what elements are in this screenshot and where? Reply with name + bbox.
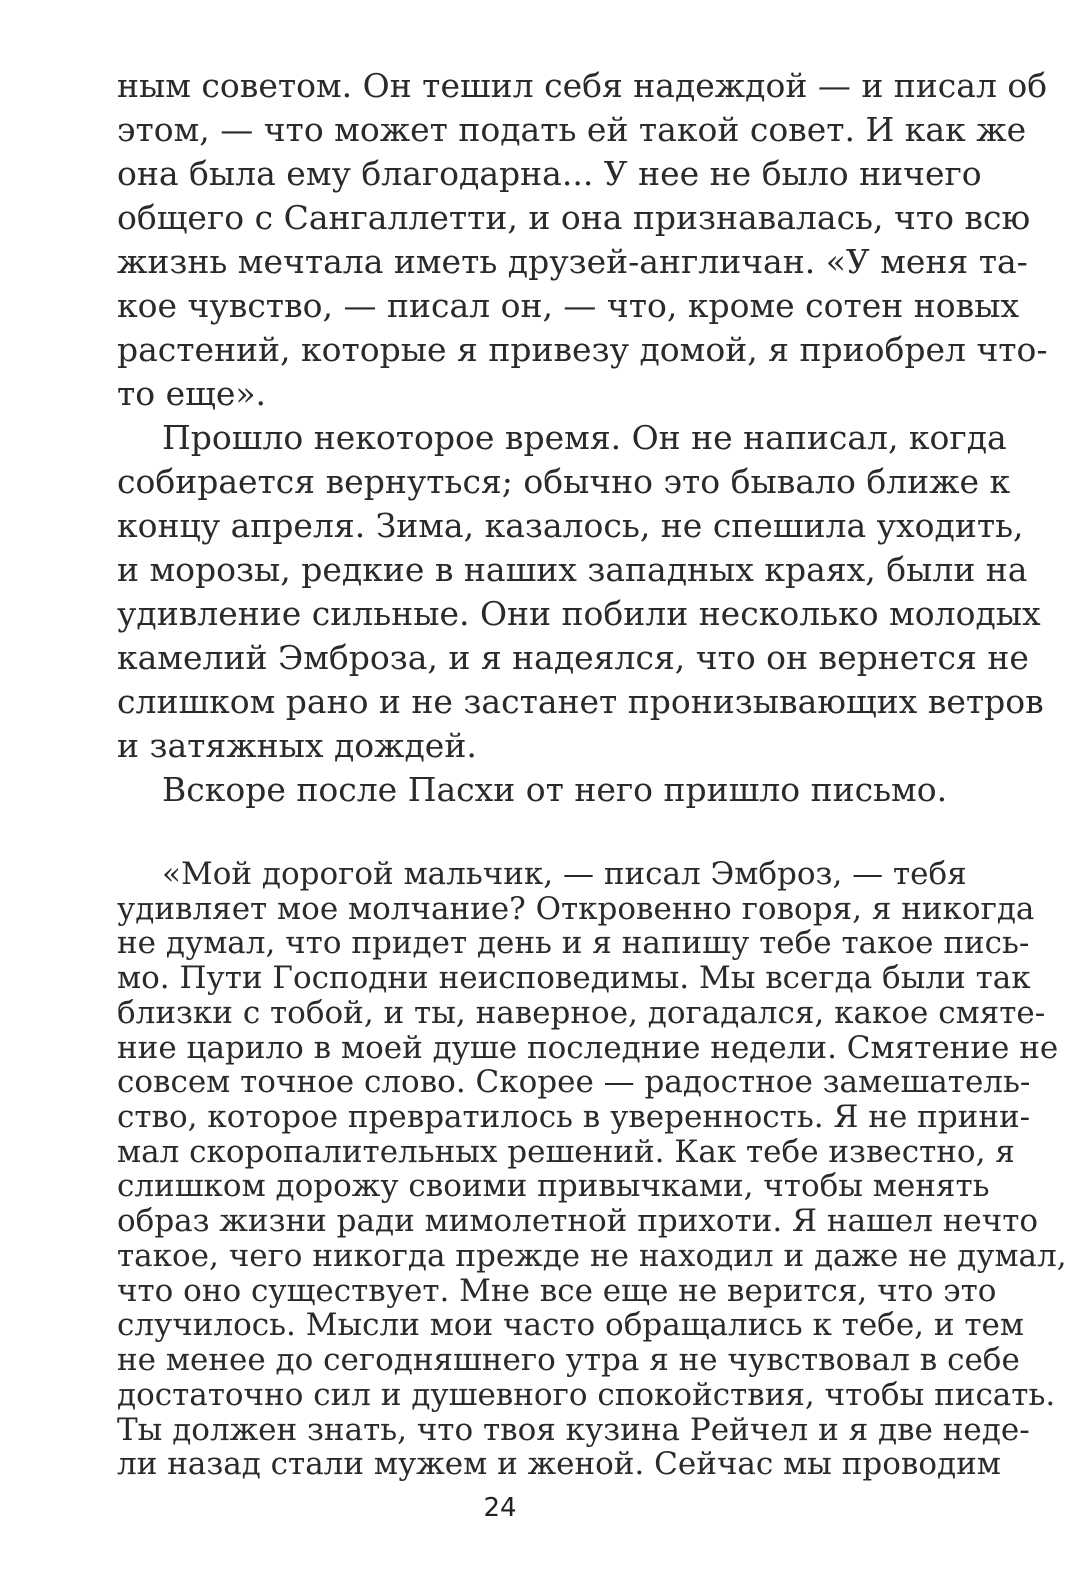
text-line: слишком рано и не застанет пронизывающих ветров: [117, 682, 1044, 721]
text-line: ние царило в моей душе последние недели. Смятение не: [117, 1030, 1059, 1066]
text-line: ным советом. Он тешил себя надеждой — и писал об: [117, 66, 1048, 105]
text-line: Ты должен знать, что твоя кузина Рейчел и я две неде-: [117, 1412, 1030, 1448]
text-line: и морозы, редкие в наших западных краях, были на: [117, 550, 1028, 589]
text-line: и затяжных дождей.: [117, 726, 477, 765]
text-line: достаточно сил и душевного спокойствия, чтобы писать.: [117, 1377, 1056, 1413]
text-line: растений, которые я привезу домой, я приобрел что-: [117, 330, 1048, 369]
text-line: концу апреля. Зима, казалось, не спешила уходить,: [117, 506, 1024, 545]
text-line: слишком дорожу своими привычками, чтобы менять: [117, 1168, 990, 1204]
page-number: 24: [483, 1493, 517, 1523]
text-line: не менее до сегодняшнего утра я не чувствовал в себе: [117, 1342, 1020, 1378]
text-line: такое, чего никогда прежде не находил и даже не думал,: [117, 1238, 1067, 1274]
text-line: этом, — что может подать ей такой совет. И как же: [117, 110, 1027, 149]
text-line: удивляет мое молчание? Откровенно говоря, я никогда: [117, 891, 1035, 927]
text-line: то еще».: [117, 374, 267, 413]
text-line: жизнь мечтала иметь друзей-англичан. «У меня та-: [117, 242, 1028, 281]
text-line: удивление сильные. Они побили несколько молодых: [117, 594, 1041, 633]
text-line: камелий Эмброза, и я надеялся, что он вернется не: [117, 638, 1029, 677]
text-line: что оно существует. Мне все еще не верится, что это: [117, 1273, 997, 1309]
text-line: мо. Пути Господни неисповедимы. Мы всегда были так: [117, 960, 1031, 996]
text-line: кое чувство, — писал он, — что, кроме сотен новых: [117, 286, 1020, 325]
text-line: собирается вернуться; обычно это бывало ближе к: [117, 462, 1011, 501]
text-line: случилось. Мысли мои часто обращались к тебе, и тем: [117, 1307, 1025, 1343]
text-line: ли назад стали мужем и женой. Сейчас мы проводим: [117, 1446, 1001, 1482]
text-line: общего с Сангаллетти, и она признавалась, что всю: [117, 198, 1031, 237]
text-line: мал скоропалительных решений. Как тебе известно, я: [117, 1134, 1015, 1170]
text-line: она была ему благодарна... У нее не было ничего: [117, 154, 982, 193]
text-line: образ жизни ради мимолетной прихоти. Я нашел нечто: [117, 1203, 1039, 1239]
text-line: не думал, что придет день и я напишу тебе такое пись-: [117, 925, 1030, 961]
text-line: Прошло некоторое время. Он не написал, когда: [162, 418, 1007, 457]
text-line: «Мой дорогой мальчик, — писал Эмброз, — тебя: [162, 856, 967, 892]
text-line: совсем точное слово. Скорее — радостное замешатель-: [117, 1064, 1031, 1100]
text-line: близки с тобой, и ты, наверное, догадался, какое смяте-: [117, 995, 1046, 1031]
text-line: ство, которое превратилось в уверенность. Я не прини-: [117, 1099, 1031, 1135]
text-line: Вскоре после Пасхи от него пришло письмо.: [162, 770, 948, 809]
